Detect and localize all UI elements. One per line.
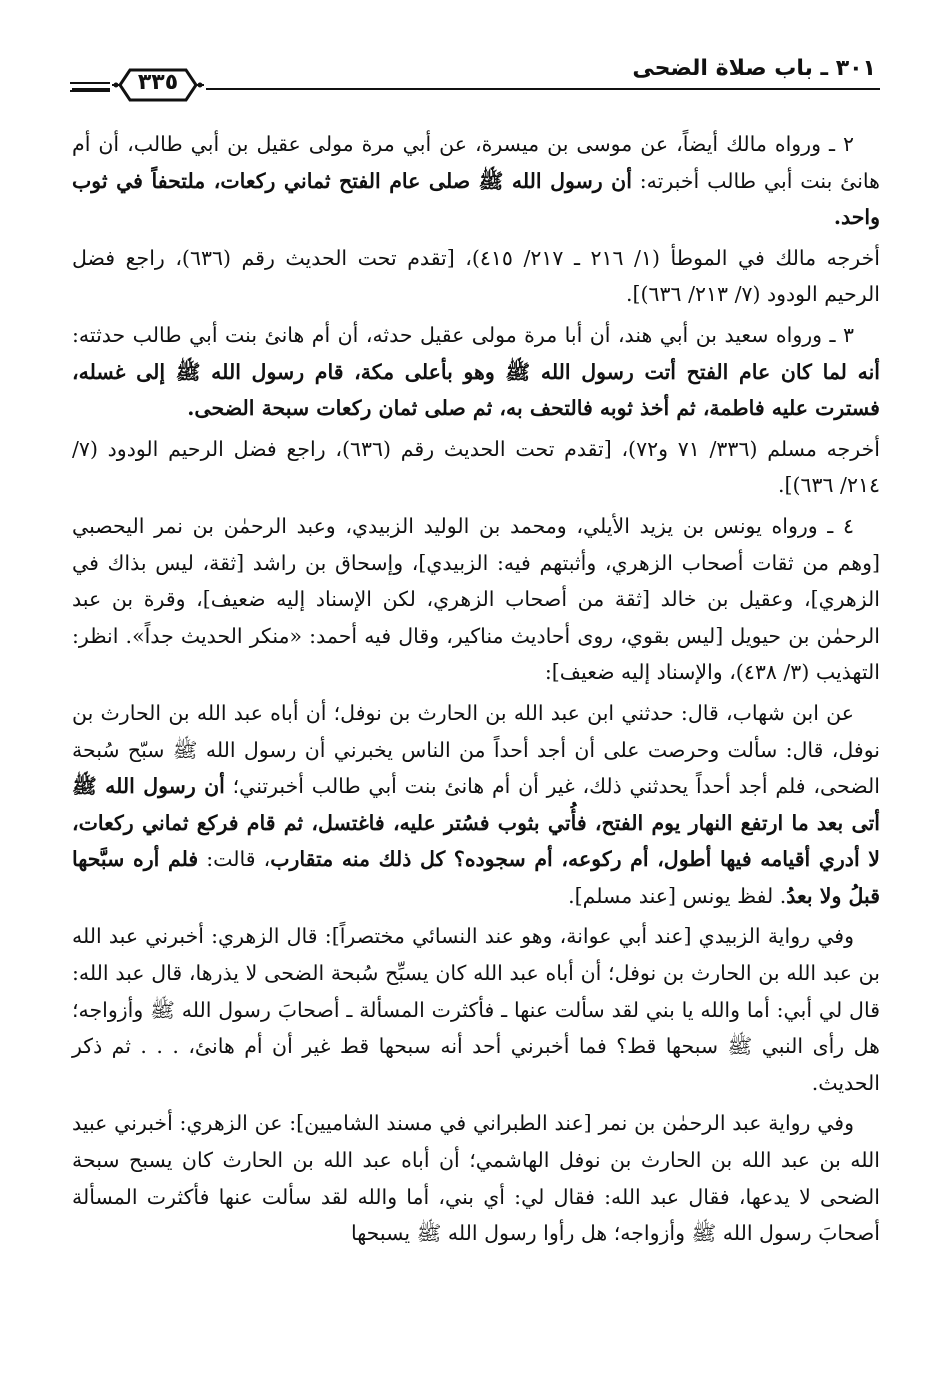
paragraph xyxy=(72,695,880,915)
hadith-text-bold: أنه لما كان عام الفتح أتت رسول الله ﷺ وهو بأعلى مكة، قام رسول الله ﷺ إلى غسله، فسترت عليه فاطمة، ثم أخذ ثوبه فالتحف به، ثم صلى ثمان ركعات سبحة الضحى. xyxy=(72,359,880,421)
book-page xyxy=(72,48,880,1348)
header-double-rule xyxy=(70,82,110,92)
paragraph-text: . لفظ يونس [عند مسلم]. xyxy=(568,883,787,908)
paragraph-text: أخرجه مسلم (٣٣٦/ ٧١ و٧٢)، [تقدم تحت الحديث رقم (٦٣٦)، راجع فضل الرحيم الودود (٧/ ٢١٤/ ٦٣٦)]. xyxy=(72,436,880,498)
page-header xyxy=(72,48,880,98)
paragraph xyxy=(72,1105,880,1251)
paragraph-text: وفي رواية الزبيدي [عند أبي عوانة، وهو عند النسائي مختصراً]: قال الزهري: أخبرني عبد الله بن عبد الله بن الحارث بن نوفل؛ أن أباه عبد الله كان يسبِّح سُبحة الضحى لا يذرها، قال عبد الله: قال لي أبي: أما والله يا بني لقد سألت عنها ـ فأكثرت المسألة ـ أصحابَ رسول الله ﷺ وأزواجه؛ هل رأى النبي ﷺ سبحها قط؟ فما أخبرني أحد أنه سبحها قط غير أن أم هانئ، . . . ثم ذكر الحديث. xyxy=(72,924,880,1095)
hadith-text-bold: فلم أره سبَّحها قبلُ ولا بعدُ xyxy=(72,847,880,908)
paragraph xyxy=(72,317,880,427)
paragraph-text: وفي رواية عبد الرحمٰن بن نمر [عند الطبراني في مسند الشاميين]: عن الزهري: أخبرني عبيد الله بن عبد الله بن الحارث بن نوفل الهاشمي؛ أن أباه عبد الله بن الحارث كان يسبح سبحة الضحى لا يدعها، فقال عبد الله: فقال لي: أي بني، أما والله لقد سألت عنها فأكثرت المسألة أصحابَ رسول الله ﷺ وأزواجه؛ هل رأوا رسول الله ﷺ يسبحها xyxy=(72,1111,881,1246)
paragraph xyxy=(72,508,880,691)
paragraph xyxy=(72,240,880,313)
paragraph xyxy=(72,126,880,236)
paragraph xyxy=(72,431,880,504)
chapter-title: ٣٠١ ـ باب صلاة الضحى xyxy=(632,56,876,81)
paragraph-text: ٢ ـ ورواه مالك أيضاً، عن موسى بن ميسرة، عن أبي مرة مولى عقيل بن أبي طالب، أن أم هانئ بنت أبي طالب أخبرته: xyxy=(72,132,880,193)
paragraph-text: ٤ ـ ورواه يونس بن يزيد الأيلي، ومحمد بن الوليد الزبيدي، وعبد الرحمٰن بن نمر اليحصبي [وهم من ثقات أصحاب الزهري، وأثبتهم فيه: الزبيدي]، وإسحاق بن راشد [ثقة، ليس بذاك في الزهري]، وعقيل بن خالد [ثقة من أصحاب الزهري، لكن الإسناد إليه ضعيف]، وقرة بن عبد الرحمٰن بن حيويل [ليس بقوي، روى أحاديث مناكير، وقال فيه أحمد: «منكر الحديث جداً». انظر: التهذيب (٣/ ٤٣٨)، والإسناد إليه ضعيف]: xyxy=(72,513,880,685)
paragraph xyxy=(72,918,880,1101)
paragraph-text: عن ابن شهاب، قال: حدثني ابن عبد الله بن الحارث بن نوفل؛ أن أباه عبد الله بن الحارث بن نوفل، قال: سألت وحرصت على أن أجد أحداً من الناس يخبرني أن رسول الله ﷺ سبّح سُبحة الضحى، فلم أجد أحداً يحدثني ذلك، غير أن أم هانئ بنت أبي طالب أخبرتني؛ xyxy=(72,700,880,799)
page-number-ornament xyxy=(110,64,206,106)
paragraph-text: أخرجه مالك في الموطأ (١/ ٢١٦ ـ ٢١٧/ ٤١٥)، [تقدم تحت الحديث رقم (٦٣٦)، راجع فضل الرحيم الودود (٧/ ٢١٣/ ٦٣٦)]. xyxy=(72,245,880,307)
hadith-text-bold: أن رسول الله ﷺ أتى بعد ما ارتفع النهار يوم الفتح، فأُتي بثوب فسُتر عليه، فاغتسل، ثم قام فركع ثماني ركعات، لا أدري أقيامه فيها أطول، أم ركوعه، أم سجوده؟ كل ذلك منه متقارب xyxy=(72,774,880,872)
paragraph-text: ٣ ـ ورواه سعيد بن أبي هند، أن أبا مرة مولى عقيل حدثه، أن أم هانئ بنت أبي طالب حدثته: xyxy=(72,322,854,347)
paragraph-text: ، قالت: xyxy=(198,847,271,872)
hadith-text-bold: أن رسول الله ﷺ صلى عام الفتح ثماني ركعات، ملتحفاً في ثوب واحد. xyxy=(72,168,880,230)
main-text xyxy=(72,126,880,1256)
page-number: ٣٣٥ xyxy=(137,70,179,95)
